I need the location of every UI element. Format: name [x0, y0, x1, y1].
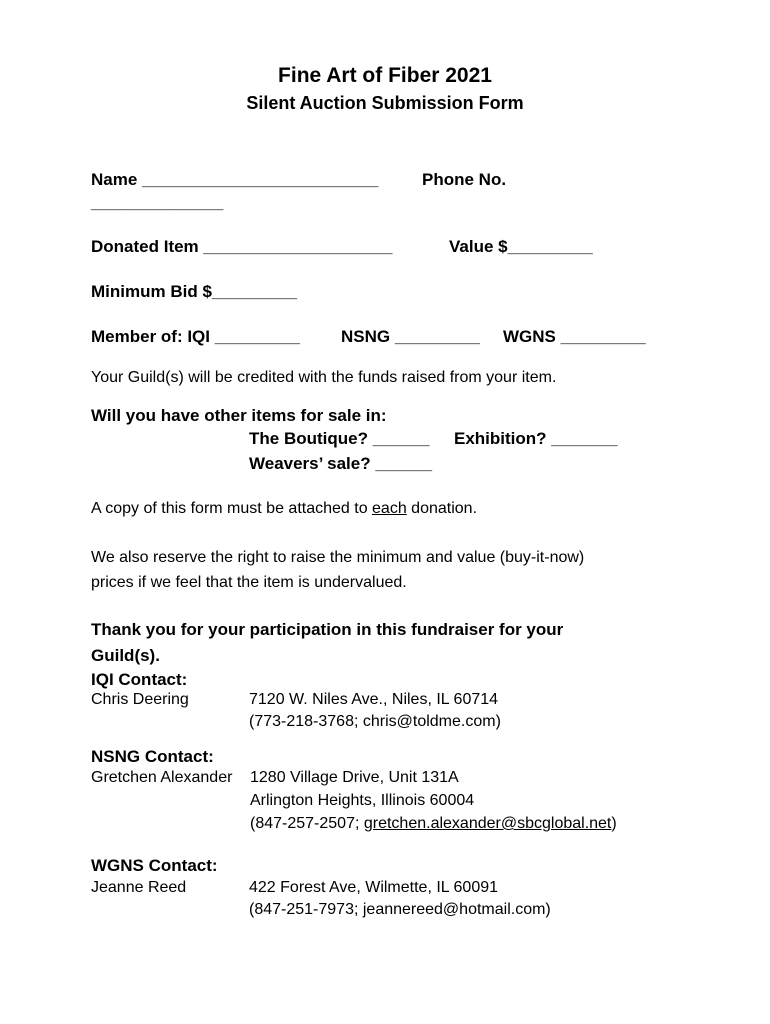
wgns-contact-name: Jeanne Reed	[91, 879, 187, 896]
phone-field[interactable]: ______________	[91, 193, 224, 212]
thanks-line-2: Guild(s).	[91, 646, 160, 665]
copy-note	[91, 500, 477, 518]
copy-note-before: A copy of this form must be attached to	[91, 500, 373, 517]
nsng-contact-name: Gretchen Alexander	[91, 769, 233, 786]
boutique-field[interactable]: The Boutique? ______	[249, 429, 430, 448]
reserve-note-line-2: prices if we feel that the item is undervalued.	[91, 574, 407, 591]
nsng-contact-address-1: 1280 Village Drive, Unit 131A	[250, 769, 459, 786]
minimum-bid-field[interactable]: Minimum Bid $_________	[91, 282, 297, 301]
other-items-question: Will you have other items for sale in:	[91, 406, 387, 425]
reserve-note-line-1: We also reserve the right to raise the minimum and value (buy-it-now)	[91, 549, 585, 566]
nsng-contact-close: )	[611, 815, 617, 832]
member-wgns-field[interactable]: WGNS _________	[503, 327, 646, 346]
iqi-contact-phone-email: (773-218-3768; chris@toldme.com)	[249, 713, 501, 730]
wgns-contact-address: 422 Forest Ave, Wilmette, IL 60091	[249, 879, 499, 896]
copy-note-emphasis: each	[372, 500, 407, 517]
form-subtitle: Silent Auction Submission Form	[246, 93, 524, 113]
nsng-contact-phone-email	[250, 815, 617, 833]
iqi-contact-heading: IQI Contact:	[91, 670, 188, 689]
thanks-line-1: Thank you for your participation in this fundraiser for your	[91, 620, 564, 639]
copy-note-after: donation.	[406, 500, 478, 517]
nsng-contact-phone: (847-257-2507;	[250, 815, 364, 832]
nsng-contact-email-link[interactable]: gretchen.alexander@sbcglobal.net	[363, 815, 612, 832]
member-iqi-field[interactable]: Member of: IQI _________	[91, 327, 300, 346]
nsng-contact-address-2: Arlington Heights, Illinois 60004	[250, 792, 475, 809]
exhibition-field[interactable]: Exhibition? _______	[454, 429, 618, 448]
name-field[interactable]: Name _________________________	[91, 170, 379, 189]
form-title: Fine Art of Fiber 2021	[278, 64, 492, 87]
weavers-sale-field[interactable]: Weavers’ sale? ______	[249, 454, 433, 473]
iqi-contact-name: Chris Deering	[91, 691, 189, 708]
iqi-contact-address: 7120 W. Niles Ave., Niles, IL 60714	[249, 691, 499, 708]
wgns-contact-phone-email: (847-251-7973; jeannereed@hotmail.com)	[249, 901, 551, 918]
guild-credit-note: Your Guild(s) will be credited with the funds raised from your item.	[91, 369, 557, 386]
phone-label: Phone No.	[422, 170, 507, 189]
member-nsng-field[interactable]: NSNG _________	[341, 327, 480, 346]
value-field[interactable]: Value $_________	[449, 237, 593, 256]
wgns-contact-heading: WGNS Contact:	[91, 856, 218, 875]
donated-item-field[interactable]: Donated Item ____________________	[91, 237, 393, 256]
nsng-contact-heading: NSNG Contact:	[91, 747, 214, 766]
